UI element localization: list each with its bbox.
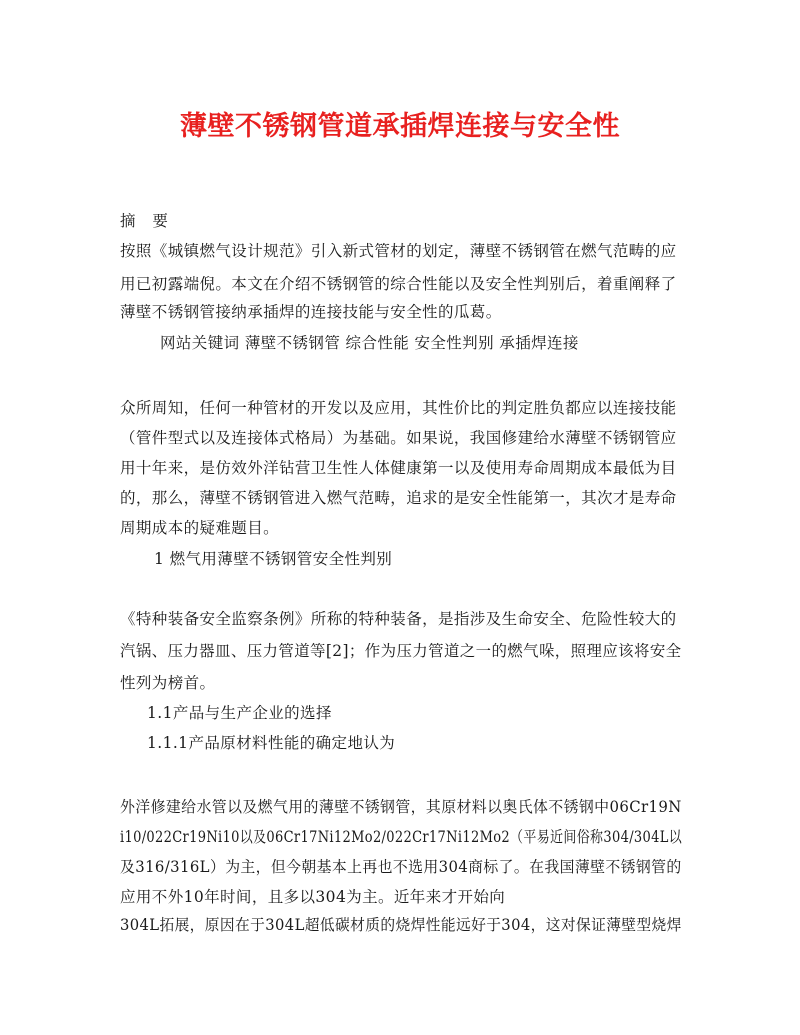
section-heading: 1 燃气用薄壁不锈钢管安全性判别	[154, 550, 393, 568]
intro-line: 用十年来，是仿效外洋钻营卫生性人体健康第一以及使用寿命周期成本最低为目	[120, 459, 677, 477]
body-line: i10/022Cr19Ni10以及06Cr17Ni12Mo2/022Cr17Ni12Mo2（平易近间俗称304/304L以	[120, 828, 683, 846]
section-line: 汽锅、压力器皿、压力管道等[2]；作为压力管道之一的燃气哚，照理应该将安全	[120, 642, 682, 660]
body-line: 304L拓展，原因在于304L超低碳材质的烧焊性能远好于304，这对保证薄壁型烧焊	[120, 916, 682, 934]
section-line: 《特种装备安全监察条例》所称的特种装备，是指涉及生命安全、危险性较大的	[120, 610, 677, 628]
body-line: 及316/316L）为主，但今朝基本上再也不选用304商标了。在我国薄壁不锈钢管的	[120, 858, 682, 876]
abstract-line: 薄壁不锈钢管接纳承插焊的连接技能与安全性的瓜葛。	[120, 303, 502, 321]
intro-line: 众所周知，任何一种管材的开发以及应用，其性价比的判定胜负都应以连接技能	[120, 399, 677, 417]
document-title: 薄壁不锈钢管道承插焊连接与安全性	[180, 111, 620, 142]
abstract-line: 用已初露端倪。本文在介绍不锈钢管的综合性能以及安全性判别后，着重阐释了	[120, 275, 677, 293]
subsubsection-heading: 1.1.1产品原材料性能的确定地认为	[147, 734, 396, 752]
body-line: 外洋修建给水管以及燃气用的薄壁不锈钢管，其原材料以奥氏体不锈钢中06Cr19N	[120, 798, 682, 816]
body-line: 应用不外10年时间，且多以304为主。近年来才开始向	[120, 888, 506, 906]
keywords-line: 网站关键词 薄壁不锈钢管 综合性能 安全性判别 承插焊连接	[160, 334, 579, 352]
intro-line: 周期成本的疑难题目。	[120, 519, 280, 537]
intro-line: （管件型式以及连接体式格局）为基础。如果说，我国修建给水薄壁不锈钢管应	[120, 429, 677, 447]
intro-line: 的，那么，薄壁不锈钢管进入燃气范畴，追求的是安全性能第一，其次才是寿命	[120, 489, 677, 507]
subsection-heading: 1.1产品与生产企业的选择	[147, 704, 332, 722]
abstract-line: 按照《城镇燃气设计规范》引入新式管材的划定，薄壁不锈钢管在燃气范畴的应	[120, 242, 677, 260]
abstract-heading: 摘 要	[120, 212, 174, 230]
section-line: 性列为榜首。	[120, 674, 216, 692]
